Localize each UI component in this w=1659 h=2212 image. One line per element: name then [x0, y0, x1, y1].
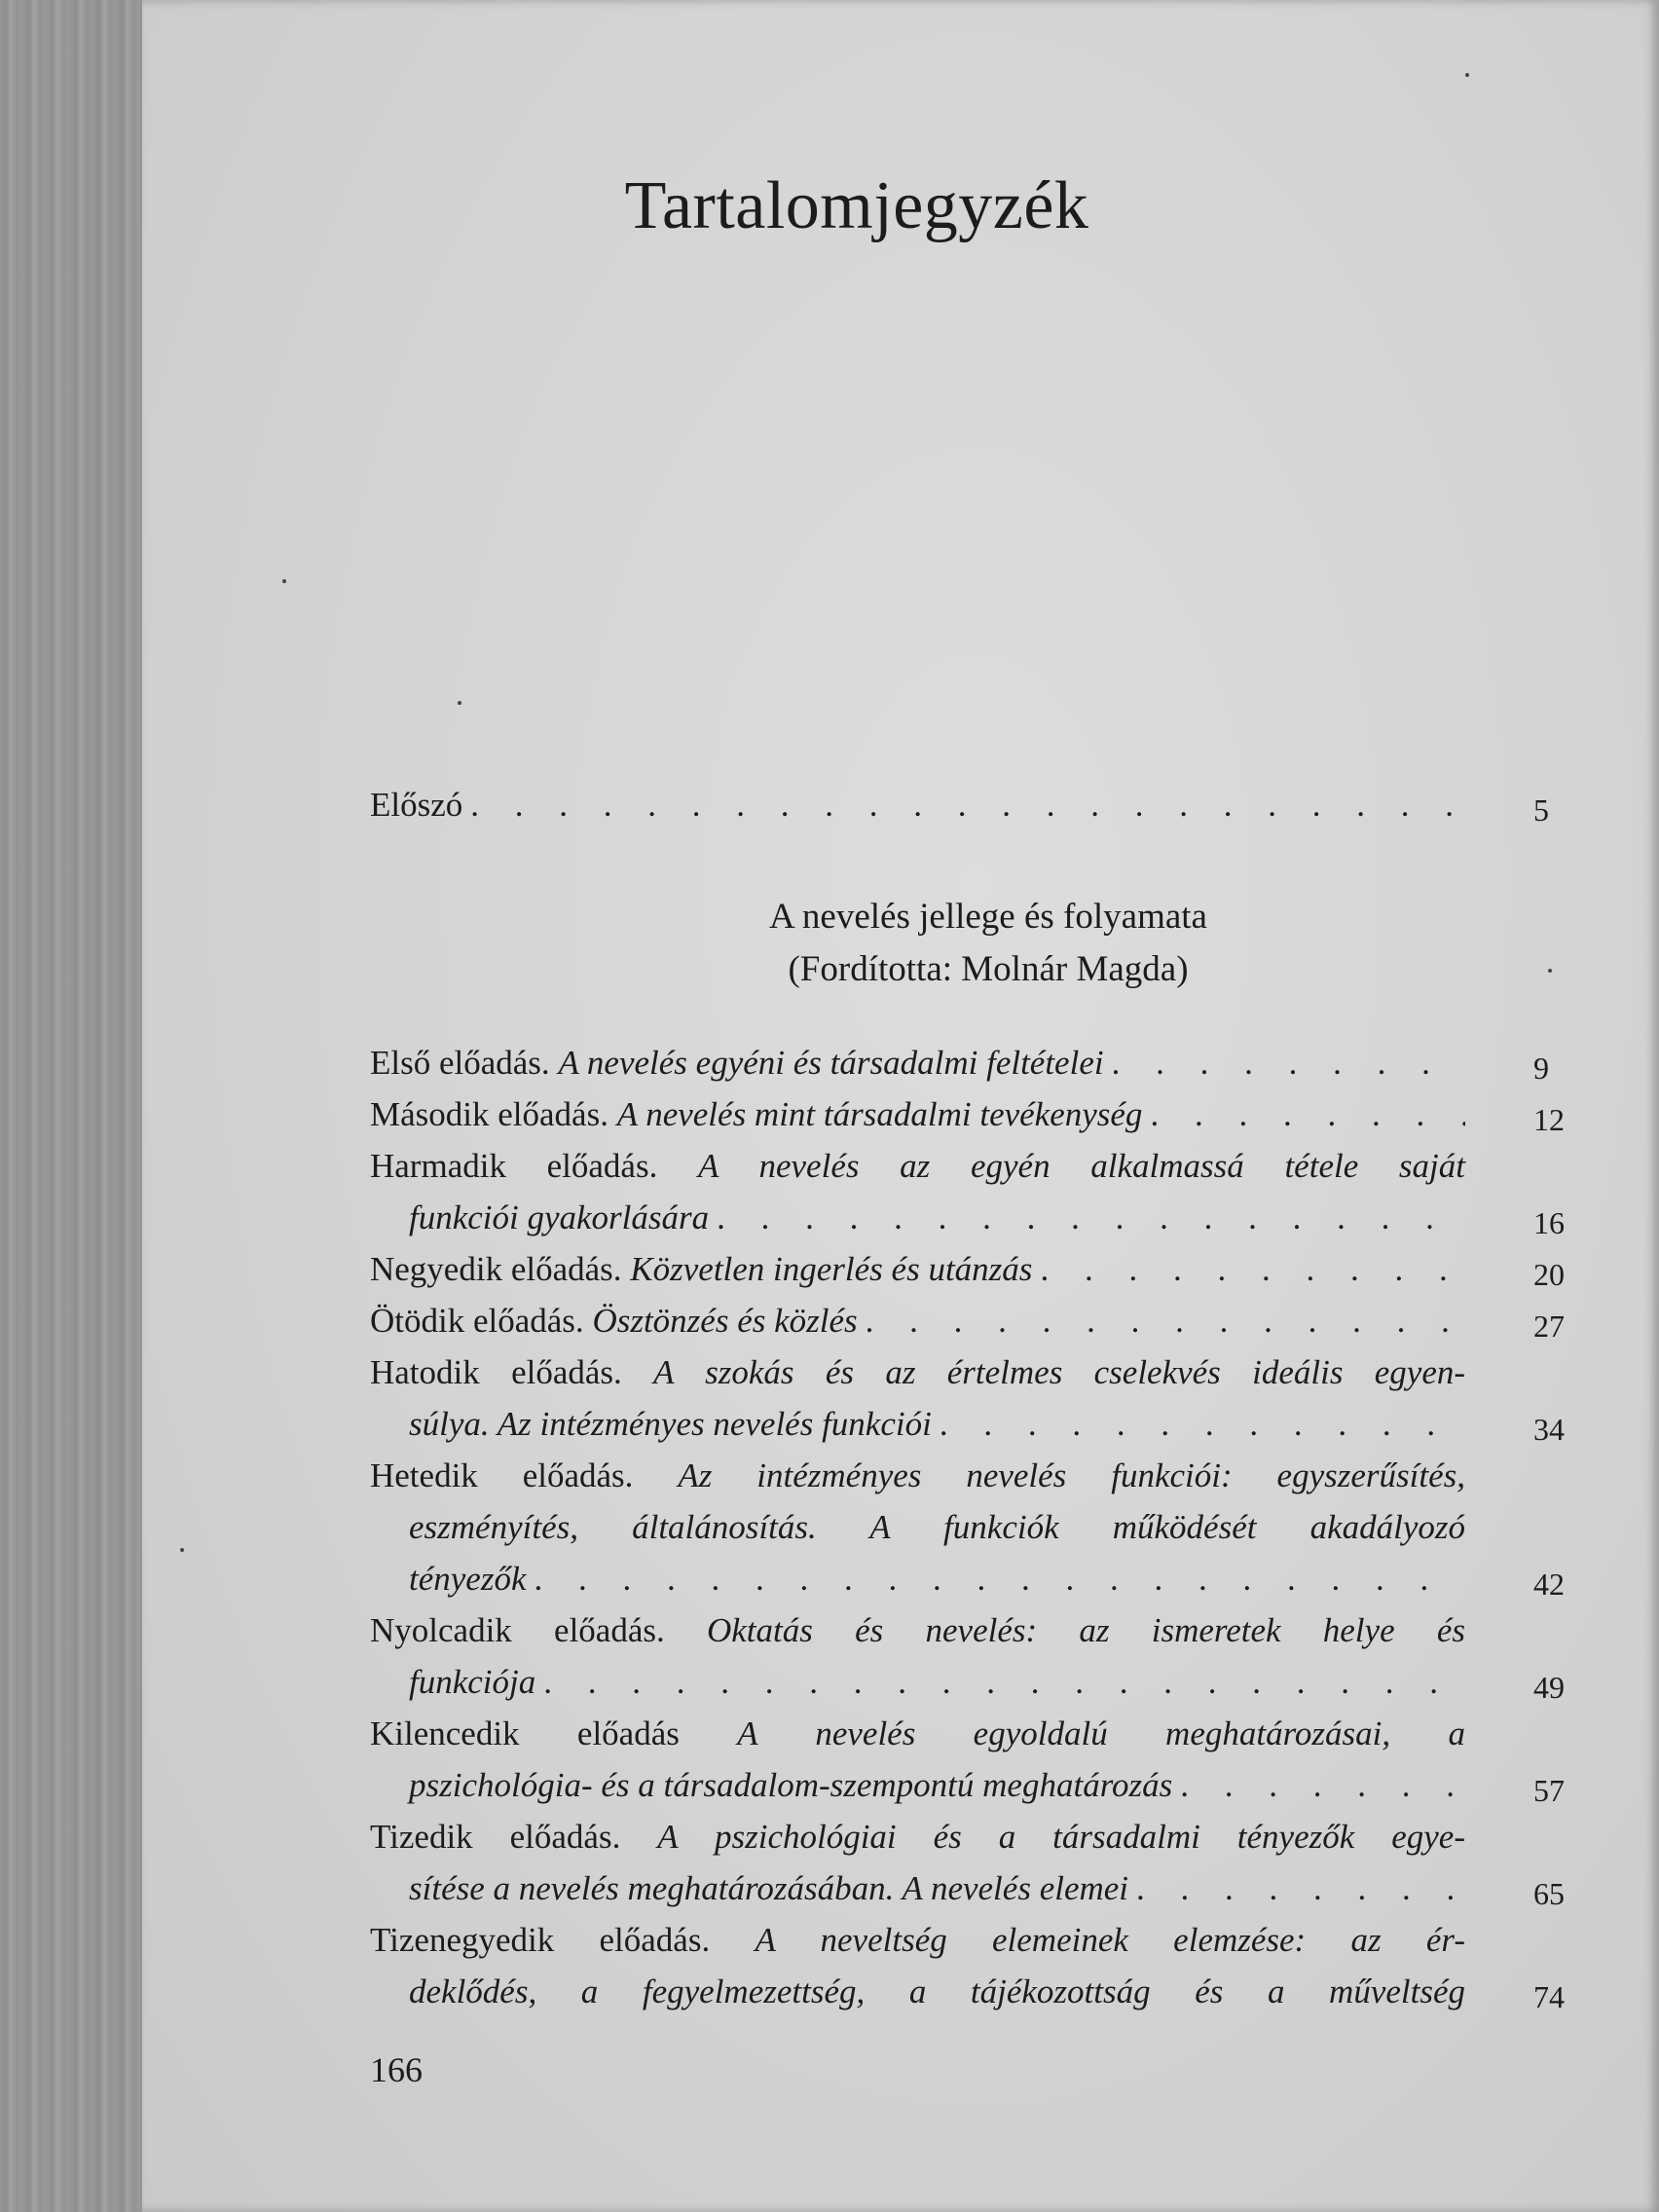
toc-page-number: 74 [1533, 1979, 1565, 2014]
leader-dots [470, 779, 1465, 830]
lecture-label: Harmadik előadás. [370, 1147, 658, 1185]
toc-entry-3[interactable] [370, 1140, 1565, 1243]
toc-entry-5[interactable] [370, 1295, 1565, 1346]
leader-dots [1112, 1037, 1465, 1088]
toc-entry-4[interactable] [370, 1243, 1565, 1295]
leader-dots [543, 1656, 1465, 1708]
paper-speck [180, 1548, 184, 1552]
toc-page-number: 9 [1533, 1051, 1549, 1086]
page-folio-number: 166 [370, 2050, 423, 2089]
toc-page-number: 12 [1533, 1102, 1565, 1137]
lecture-title-cont: sítése a nevelés meghatározásában. A nevelés elemei [409, 1869, 1129, 1907]
lecture-title-cont: súlya. Az intézményes nevelés funkciói [409, 1405, 932, 1443]
lecture-title-cont: eszményítés, általánosítás. A funkciók működését akadályozó [409, 1508, 1465, 1546]
lecture-label: Nyolcadik előadás. [370, 1611, 665, 1649]
page-title: Tartalomjegyzék [624, 168, 1089, 243]
leader-dots [1040, 1243, 1465, 1295]
toc-entry-6[interactable] [370, 1346, 1565, 1450]
toc-page-number: 16 [1533, 1205, 1565, 1240]
toc-entry-1[interactable] [370, 1037, 1549, 1088]
lecture-title: A nevelés mint társadalmi tevékenység [616, 1095, 1143, 1133]
lecture-title-cont: funkciója [409, 1663, 536, 1701]
leader-dots [1180, 1759, 1465, 1811]
toc-entry-8[interactable] [370, 1604, 1565, 1708]
lecture-title: A neveltség elemeinek elemzése: az ér- [755, 1921, 1466, 1959]
leader-dots [940, 1398, 1465, 1450]
leader-dots [1150, 1088, 1465, 1140]
paper-speck [1465, 73, 1469, 77]
section-translator: (Fordította: Molnár Magda) [788, 949, 1189, 989]
toc-page-number: 27 [1533, 1309, 1565, 1344]
toc-entry-label: Előszó [370, 786, 463, 824]
toc-entry-2[interactable] [370, 1088, 1565, 1140]
lecture-label: Első előadás. [370, 1044, 550, 1082]
lecture-title-cont: deklődés, a fegyelmezettség, a tájékozottság és a műveltség [409, 1972, 1465, 2010]
lecture-label: Ötödik előadás. [370, 1302, 584, 1340]
paper-speck [282, 579, 286, 583]
lecture-title-cont: funkciói gyakorlására [409, 1198, 710, 1236]
lecture-label: Hatodik előadás. [370, 1353, 622, 1391]
paper-speck [458, 701, 461, 705]
lecture-title: A nevelés egyéni és társadalmi feltételei [558, 1044, 1104, 1082]
toc-entry-7[interactable] [370, 1450, 1565, 1604]
lecture-title: A nevelés az egyén alkalmassá tétele saját [698, 1147, 1465, 1185]
book-spine [0, 0, 146, 2212]
toc-page-number: 5 [1533, 793, 1549, 828]
lecture-title: A nevelés egyoldalú meghatározásai, a [737, 1714, 1465, 1752]
toc-entry-preface[interactable] [370, 779, 1549, 830]
toc-entry-9[interactable] [370, 1708, 1565, 1811]
lecture-title: A pszichológiai és a társadalmi tényezők egye- [657, 1818, 1465, 1856]
lecture-title: A szokás és az értelmes cselekvés ideális egyen- [653, 1353, 1466, 1391]
leader-dots [1136, 1862, 1465, 1914]
lecture-title: Ösztönzés és közlés [592, 1302, 858, 1340]
toc-page-number: 65 [1533, 1876, 1565, 1911]
lecture-label: Negyedik előadás. [370, 1250, 622, 1288]
lecture-label: Tizedik előadás. [370, 1818, 621, 1856]
leader-dots [866, 1295, 1465, 1346]
paper-speck [1548, 969, 1552, 973]
toc-entry-10[interactable] [370, 1811, 1565, 1914]
lecture-label: Kilencedik előadás [370, 1714, 680, 1752]
lecture-title: Közvetlen ingerlés és utánzás [630, 1250, 1033, 1288]
toc-page-number: 42 [1533, 1567, 1565, 1602]
lecture-label: Hetedik előadás. [370, 1456, 634, 1494]
lecture-title: Oktatás és nevelés: az ismeretek helye és [706, 1611, 1465, 1649]
lecture-label: Második előadás. [370, 1095, 608, 1133]
toc-page-number: 49 [1533, 1670, 1565, 1705]
section-title: A nevelés jellege és folyamata [769, 897, 1207, 937]
lecture-label: Tizenegyedik előadás. [370, 1921, 711, 1959]
leader-dots [534, 1553, 1465, 1604]
lecture-title: Az intézményes nevelés funkciói: egyszerűsítés, [678, 1456, 1465, 1494]
toc-page-number: 20 [1533, 1257, 1565, 1292]
section-heading [370, 891, 1606, 996]
leader-dots [717, 1192, 1465, 1243]
toc-page-number: 57 [1533, 1773, 1565, 1808]
toc-entry-11[interactable] [370, 1914, 1565, 2017]
lecture-title-cont: pszichológia- és a társadalom-szempontú meghatározás [409, 1766, 1173, 1804]
lecture-title-cont: tényezők [409, 1560, 527, 1598]
toc-page-number: 34 [1533, 1412, 1565, 1447]
